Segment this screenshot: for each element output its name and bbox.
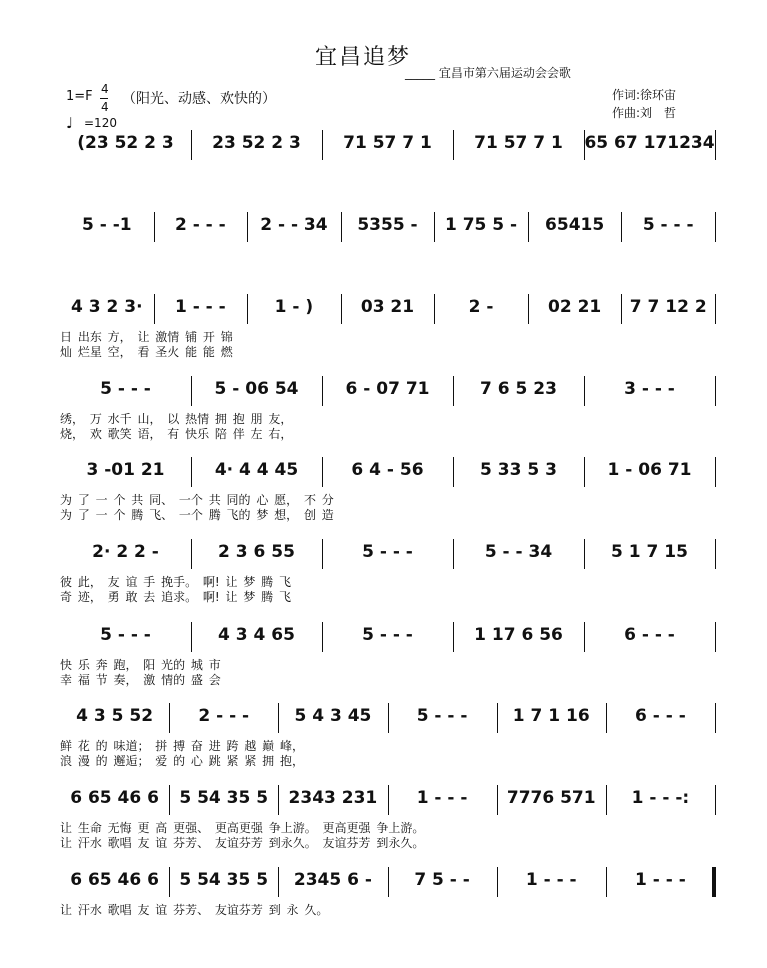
time-signature-bottom: 4	[101, 100, 109, 114]
lyrics-block	[60, 410, 715, 440]
lyrics-block	[60, 737, 715, 767]
measure: 3 -01 21	[86, 460, 165, 480]
measure: 5 33 5 3	[480, 460, 557, 480]
notation-row	[60, 457, 715, 489]
measure: 23 52 2 3	[212, 133, 301, 153]
measure: 1 - - -:	[631, 788, 690, 808]
measure: 2 -	[468, 297, 494, 317]
notation-row	[60, 785, 715, 817]
measure: 4· 4 4 45	[214, 460, 299, 480]
lyric-line: 奇 迹， 勇 敢 去 追求。 啊! 让 梦 腾 飞	[60, 590, 291, 604]
lyric-line: 让 汗水 歌唱 友 谊 芬芳、 友谊芬芳 到 永 久。	[60, 903, 329, 917]
mood-marking: （阳光、动感、欢快的）	[122, 91, 276, 107]
measure: 5 - - 34	[484, 542, 553, 562]
time-signature-top: 4	[101, 82, 109, 96]
notation-row	[60, 867, 715, 899]
lyric-line: 快 乐 奔 跑， 阳 光的 城 市	[60, 658, 221, 672]
notation-row	[60, 622, 715, 654]
bar-line	[715, 294, 716, 324]
measure: 2 3 6 55	[218, 542, 295, 562]
measure: 6 4 - 56	[351, 460, 424, 480]
lyric-line: 为 了 一 个 共 同、 一个 共 同的 心 愿， 不 分	[60, 493, 334, 507]
measure: 71 57 7 1	[474, 133, 563, 153]
lyric-line: 绣， 万 水千 山， 以 热情 拥 抱 朋 友，	[60, 412, 293, 426]
measure: 5 - 06 54	[214, 379, 299, 399]
measure: 6 - - -	[624, 625, 675, 645]
lyrics-block	[60, 491, 715, 521]
measure: 5 - - -	[100, 625, 151, 645]
measure: 4 3 5 52	[76, 706, 154, 726]
measure: 5 - - -	[416, 706, 468, 726]
measure: 1 - )	[274, 297, 314, 317]
measure: 5 - - -	[642, 215, 694, 235]
measure: 5 - - -	[100, 379, 151, 399]
composer: 作曲:刘 哲	[612, 106, 677, 120]
measure: 7 5 - -	[414, 870, 470, 890]
bar-line	[715, 212, 716, 242]
measure: 2 - - 34	[260, 215, 328, 235]
measure: 4 3 2 3·	[71, 297, 143, 317]
lyric-line: 鲜 花 的 味道； 拼 搏 奋 进 跨 越 巅 峰，	[60, 739, 304, 753]
notation-row	[60, 703, 715, 735]
measure: (23 52 2 3	[77, 133, 174, 153]
measure: 7 7 12 2	[629, 297, 707, 317]
measure: 4 3 4 65	[218, 625, 295, 645]
measure: 5 54 35 5	[179, 788, 269, 808]
measure: 71 57 7 1	[343, 133, 432, 153]
measure: 65 67 171234	[584, 133, 715, 153]
measure: 1 - - -	[416, 788, 468, 808]
lyric-line: 为 了 一 个 腾 飞、 一个 腾 飞的 梦 想， 创 造	[60, 508, 334, 522]
lyric-line: 让 汗水 歌唱 友 谊 芬芳、 友谊芬芳 到永久。 友谊芬芳 到永久。	[60, 836, 425, 850]
measure: 1 - - -	[635, 870, 686, 890]
lyric-line: 彼 此， 友 谊 手 挽手。 啊! 让 梦 腾 飞	[60, 575, 291, 589]
notation-row	[60, 539, 715, 571]
lyrics-block	[60, 328, 715, 358]
measure: 5 - - -	[362, 542, 413, 562]
lyrics-block	[60, 656, 715, 686]
tempo-marking: =120	[84, 116, 117, 130]
measure: 2 - - -	[174, 215, 226, 235]
measure: 1 - - -	[525, 870, 577, 890]
measure: 2· 2 2 -	[92, 542, 159, 562]
measure: 1 75 5 -	[444, 215, 518, 235]
notation-row	[60, 294, 715, 326]
measure: 02 21	[548, 297, 602, 317]
measure: 1 - - -	[174, 297, 226, 317]
measure: 6 65 46 6	[70, 788, 159, 808]
lyrics-block	[60, 819, 715, 849]
measure: 7776 571	[506, 788, 596, 808]
lyric-line: 烧， 欢 歌笑 语， 有 快乐 陪 伴 左 右，	[60, 427, 293, 441]
measure: 5 54 35 5	[179, 870, 269, 890]
bar-line	[715, 785, 716, 815]
lyric-line: 浪 漫 的 邂逅； 爱 的 心 跳 紧 紧 拥 抱，	[60, 754, 304, 768]
lyric-line: 幸 福 节 奏， 激 情的 盛 会	[60, 673, 221, 687]
time-signature-line	[100, 98, 108, 99]
measure: 5 - -1	[81, 215, 132, 235]
lyricist: 作词:徐环宙	[612, 88, 677, 102]
measure: 7 6 5 23	[480, 379, 557, 399]
song-subtitle: _____ 宜昌市第六届运动会会歌	[405, 66, 571, 80]
measure: 1 7 1 16	[512, 706, 590, 726]
notation-row	[60, 376, 715, 408]
lyric-line: 灿 烂星 空， 看 圣火 能 能 燃	[60, 345, 233, 359]
bar-line	[715, 130, 716, 160]
bar-line	[715, 622, 716, 652]
lyric-line: 让 生命 无悔 更 高 更强、 更高更强 争上游。 更高更强 争上游。	[60, 821, 425, 835]
measure: 5355 -	[357, 215, 418, 235]
final-bar-line	[712, 867, 716, 897]
measure: 65415	[545, 215, 605, 235]
measure: 6 - - -	[635, 706, 686, 726]
notation-row	[60, 212, 715, 244]
bar-line	[715, 539, 716, 569]
notation-row	[60, 130, 715, 162]
measure: 2 - - -	[198, 706, 250, 726]
measure: 2343 231	[288, 788, 378, 808]
measure: 5 - - -	[362, 625, 413, 645]
bar-line	[715, 703, 716, 733]
measure: 1 17 6 56	[474, 625, 563, 645]
measure: 6 65 46 6	[70, 870, 159, 890]
measure: 2345 6 -	[293, 870, 372, 890]
lyrics-block	[60, 901, 715, 916]
lyric-line: 日 出东 方， 让 激情 铺 开 锦	[60, 330, 233, 344]
quarter-note-icon: ♩	[66, 114, 74, 132]
key-signature: 1=F	[66, 89, 93, 104]
lyrics-block	[60, 573, 715, 603]
measure: 03 21	[360, 297, 415, 317]
song-title: 宜昌追梦	[315, 45, 412, 70]
measure: 5 4 3 45	[294, 706, 372, 726]
measure: 5 1 7 15	[611, 542, 688, 562]
measure: 6 - 07 71	[345, 379, 430, 399]
bar-line	[715, 376, 716, 406]
bar-line	[715, 457, 716, 487]
measure: 1 - 06 71	[607, 460, 692, 480]
measure: 3 - - -	[624, 379, 675, 399]
